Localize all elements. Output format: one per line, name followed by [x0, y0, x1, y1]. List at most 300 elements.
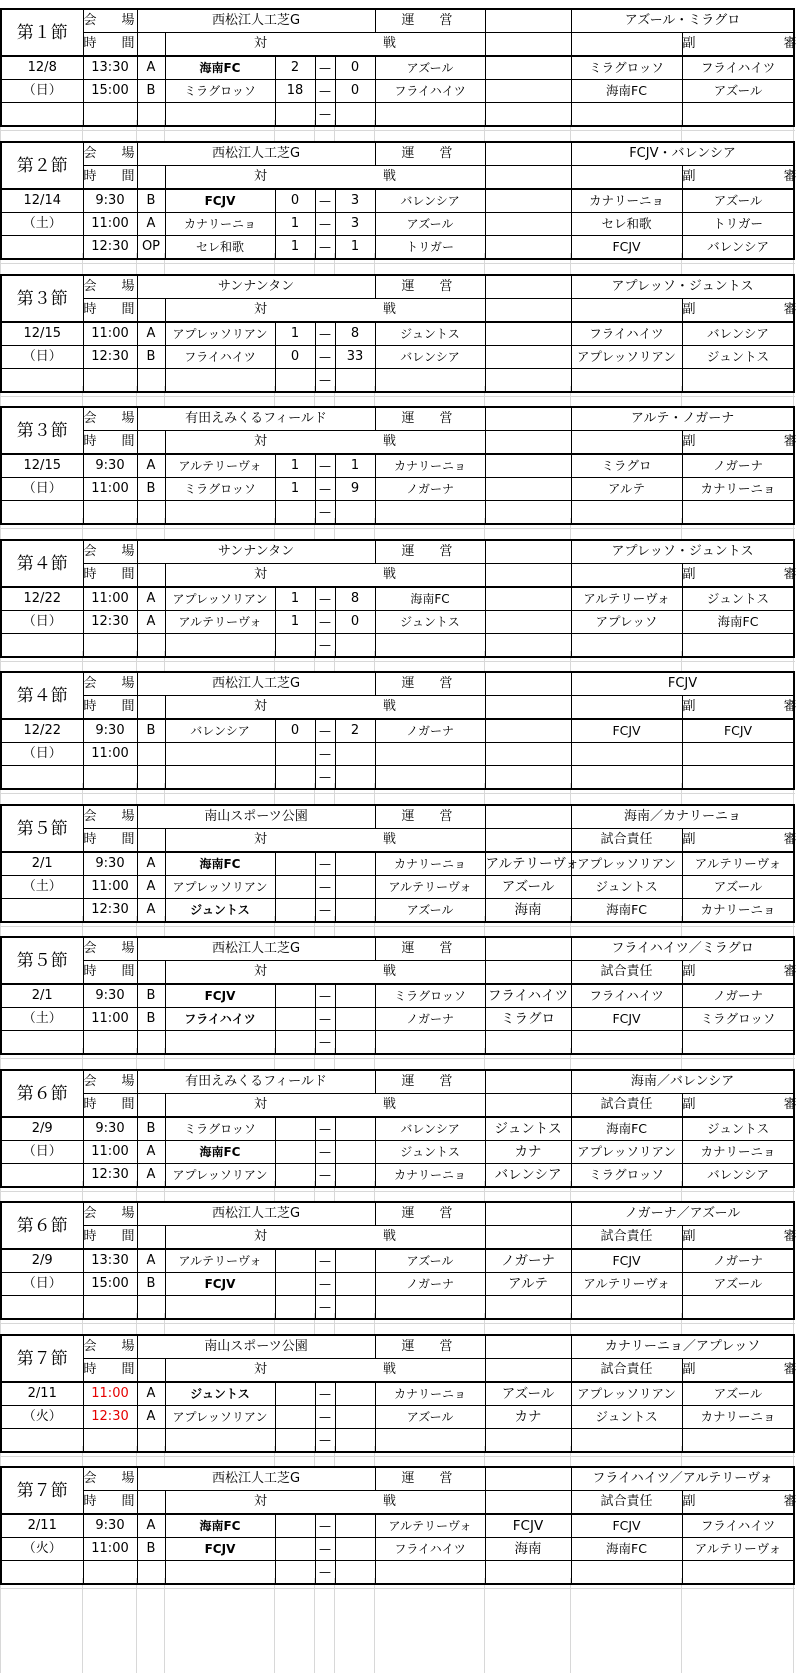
versus-label: [165, 166, 485, 190]
kickoff-time: 9:30: [83, 1117, 137, 1141]
match-day: （日）: [1, 478, 83, 501]
ref-char-2: 審: [783, 1229, 797, 1244]
time-label: 時 間: [83, 829, 137, 853]
blank-cell: [275, 369, 315, 393]
blank-cell: [485, 540, 571, 564]
blank-cell: [137, 369, 165, 393]
referee-1: FCJV: [571, 719, 682, 743]
round-block: [0, 1466, 795, 1585]
game-row: [1, 1382, 794, 1406]
referee-1: ミラグロッソ: [571, 1164, 682, 1188]
responsible-label: 試合責任: [571, 1491, 682, 1515]
blank-cell: [137, 1031, 165, 1055]
game-row: [1, 213, 794, 236]
away-team: アズール: [375, 1249, 485, 1273]
round-block: [0, 8, 795, 127]
responsible-team: 海南: [485, 899, 571, 923]
host-teams: 海南／バレンシア: [571, 1070, 794, 1094]
match-day: （土）: [1, 1008, 83, 1031]
blank-cell: [375, 501, 485, 525]
blank-cell: [1, 501, 83, 525]
referee-label: [682, 1491, 797, 1515]
kickoff-time: 11:00: [83, 213, 137, 236]
round-label: 第３節: [1, 407, 83, 454]
game-row: [1, 1273, 794, 1296]
host-label: 運 営: [375, 540, 485, 564]
round-block: [0, 804, 795, 923]
host-label: 運 営: [375, 937, 485, 961]
kickoff-time: 11:00: [83, 478, 137, 501]
host-label: 運 営: [375, 407, 485, 431]
home-team: セレ和歌: [165, 236, 275, 260]
venue-name: 有田えみくるフィールド: [137, 1070, 375, 1094]
away-score: [335, 876, 375, 899]
blank-cell: [682, 766, 794, 790]
kickoff-time: 9:30: [83, 1514, 137, 1538]
kickoff-time: 11:00: [83, 587, 137, 611]
round-table: [0, 1201, 795, 1320]
venue-name: 西松江人工芝G: [137, 1467, 375, 1491]
score-dash: —: [315, 719, 335, 743]
blank-cell: [83, 634, 137, 658]
blank-cell: [571, 501, 682, 525]
responsible-team: [485, 719, 571, 743]
division: A: [137, 587, 165, 611]
ref-char-2: 審: [783, 832, 797, 847]
referee-2: カナリーニョ: [682, 478, 794, 501]
blank-cell: [137, 166, 165, 190]
time-label: 時 間: [83, 1226, 137, 1250]
match-day: （日）: [1, 1273, 83, 1296]
score-dash: —: [315, 80, 335, 103]
home-team: ミラグロッソ: [165, 1117, 275, 1141]
blank-cell: [275, 103, 315, 127]
score-dash: —: [315, 1008, 335, 1031]
referee-label: [682, 166, 797, 190]
blank-cell: [137, 1094, 165, 1118]
home-score: 1: [275, 587, 315, 611]
blank-cell: [375, 634, 485, 658]
game-row: [1, 346, 794, 369]
referee-label: [682, 829, 797, 853]
referee-label: [682, 961, 797, 985]
away-score: [335, 1117, 375, 1141]
score-dash: —: [315, 1382, 335, 1406]
responsible-team: [485, 56, 571, 80]
blank-cell: [485, 1359, 571, 1383]
venue-label: 会 場: [83, 1202, 137, 1226]
responsible-label: 試合責任: [571, 1359, 682, 1383]
game-row: [1, 56, 794, 80]
away-score: 0: [335, 80, 375, 103]
venue-name: 西松江人工芝G: [137, 1202, 375, 1226]
referee-2: アズール: [682, 80, 794, 103]
venue-name: サンナンタン: [137, 540, 375, 564]
blank-cell: [571, 431, 682, 455]
ref-char: 副: [682, 302, 696, 317]
home-team: 海南FC: [165, 1514, 275, 1538]
round-table: [0, 406, 795, 525]
home-team: フライハイツ: [165, 1008, 275, 1031]
blank-cell: [485, 1226, 571, 1250]
division: A: [137, 1382, 165, 1406]
responsible-team: 海南: [485, 1538, 571, 1561]
ref-char: 副: [682, 36, 696, 51]
time-label: 時 間: [83, 33, 137, 57]
home-score: 1: [275, 611, 315, 634]
game-row: [1, 1164, 794, 1188]
score-dash: —: [315, 189, 335, 213]
referee-2: バレンシア: [682, 322, 794, 346]
blank-cell: [571, 696, 682, 720]
vs-char: 対: [254, 434, 268, 449]
venue-label: 会 場: [83, 1467, 137, 1491]
score-dash: —: [315, 478, 335, 501]
match-date: 12/22: [1, 719, 83, 743]
game-row: [1, 852, 794, 876]
blank-cell: [485, 564, 571, 588]
division: A: [137, 454, 165, 478]
blank-cell: [165, 501, 275, 525]
kickoff-time: 11:00: [83, 322, 137, 346]
blank-cell: [1, 634, 83, 658]
vs-char: 対: [253, 169, 267, 184]
blank-cell: [375, 1561, 485, 1585]
ref-char-2: 審: [783, 36, 797, 51]
home-score: 1: [275, 454, 315, 478]
venue-label: 会 場: [83, 540, 137, 564]
referee-2: カナリーニョ: [682, 899, 794, 923]
referee-1: アルテリーヴォ: [571, 587, 682, 611]
blank-cell: [485, 9, 571, 33]
versus-label: [165, 1491, 485, 1515]
responsible-team: ノガーナ: [485, 1249, 571, 1273]
kickoff-time: 12:30: [83, 236, 137, 260]
referee-1: フライハイツ: [571, 322, 682, 346]
referee-2: アルテリーヴォ: [682, 852, 794, 876]
versus-label: [165, 564, 485, 588]
venue-name: 有田えみくるフィールド: [137, 407, 375, 431]
score-dash: —: [315, 984, 335, 1008]
match-date: 12/14: [1, 189, 83, 213]
referee-2: トリガー: [682, 213, 794, 236]
ref-char-2: 審: [783, 699, 797, 714]
responsible-team: バレンシア: [485, 1164, 571, 1188]
blank-cell: [165, 1296, 275, 1320]
score-dash: —: [315, 369, 335, 393]
responsible-team: フライハイツ: [485, 984, 571, 1008]
blank-cell: [485, 1491, 571, 1515]
match-char: 戦: [383, 1229, 397, 1244]
away-team: バレンシア: [375, 189, 485, 213]
score-dash: —: [315, 1538, 335, 1561]
away-score: [335, 1249, 375, 1273]
match-char: 戦: [383, 302, 397, 317]
division: B: [137, 1273, 165, 1296]
vs-char: 対: [254, 1362, 268, 1377]
blank-cell: [485, 275, 571, 299]
away-team: アルテリーヴォ: [375, 1514, 485, 1538]
away-score: [335, 899, 375, 923]
blank-cell: [137, 501, 165, 525]
away-score: 0: [335, 56, 375, 80]
blank-cell: [83, 369, 137, 393]
responsible-label: 試合責任: [571, 829, 682, 853]
blank-cell: [1, 236, 83, 260]
venue-name: 西松江人工芝G: [137, 937, 375, 961]
score-dash: —: [315, 56, 335, 80]
venue-name: 南山スポーツ公園: [137, 805, 375, 829]
responsible-team: [485, 587, 571, 611]
score-dash: —: [315, 1561, 335, 1585]
blank-cell: [137, 1491, 165, 1515]
away-score: 9: [335, 478, 375, 501]
score-dash: —: [315, 876, 335, 899]
kickoff-time: 12:30: [83, 346, 137, 369]
blank-cell: [275, 1296, 315, 1320]
game-row: [1, 1514, 794, 1538]
kickoff-time: 12:30: [83, 1406, 137, 1429]
blank-cell: [571, 1296, 682, 1320]
away-team: カナリーニョ: [375, 1382, 485, 1406]
division: A: [137, 1141, 165, 1164]
kickoff-time: 9:30: [83, 852, 137, 876]
referee-2: カナリーニョ: [682, 1406, 794, 1429]
game-row: [1, 454, 794, 478]
ref-char: 副: [682, 1362, 696, 1377]
away-score: [335, 1382, 375, 1406]
score-dash: —: [315, 213, 335, 236]
blank-cell: [485, 103, 571, 127]
blank-cell: [1, 1031, 83, 1055]
blank-cell: [485, 937, 571, 961]
match-char: 戦: [383, 434, 397, 449]
home-team: ミラグロッソ: [165, 478, 275, 501]
referee-1: アプレッソ: [571, 611, 682, 634]
division: B: [137, 189, 165, 213]
home-score: [275, 1117, 315, 1141]
away-team: カナリーニョ: [375, 1164, 485, 1188]
blank-cell: [375, 103, 485, 127]
venue-label: 会 場: [83, 142, 137, 166]
responsible-team: FCJV: [485, 1514, 571, 1538]
blank-cell: [1, 1164, 83, 1188]
responsible-team: [485, 236, 571, 260]
away-score: [335, 852, 375, 876]
responsible-team: カナ: [485, 1141, 571, 1164]
blank-cell: [485, 1429, 571, 1453]
round-label: 第１節: [1, 9, 83, 56]
referee-2: ノガーナ: [682, 1249, 794, 1273]
vs-char: 対: [253, 1494, 267, 1509]
kickoff-time: 9:30: [83, 189, 137, 213]
blank-cell: [485, 369, 571, 393]
blank-cell: [83, 1296, 137, 1320]
blank-cell: [137, 766, 165, 790]
game-row: [1, 322, 794, 346]
blank-cell: [137, 299, 165, 323]
game-row: [1, 984, 794, 1008]
time-label: 時 間: [83, 696, 137, 720]
kickoff-time: 11:00: [83, 876, 137, 899]
home-score: 18: [275, 80, 315, 103]
round-label: 第３節: [1, 275, 83, 322]
round-block: [0, 539, 795, 658]
away-team: ジュントス: [375, 1141, 485, 1164]
referee-1: FCJV: [571, 1008, 682, 1031]
kickoff-time: 13:30: [83, 56, 137, 80]
host-teams: FCJV・バレンシア: [571, 142, 794, 166]
home-score: 1: [275, 478, 315, 501]
host-teams: FCJV: [571, 672, 794, 696]
game-row: [1, 1561, 794, 1585]
venue-name: サンナンタン: [137, 275, 375, 299]
blank-cell: [165, 369, 275, 393]
blank-cell: [571, 1561, 682, 1585]
game-row: [1, 743, 794, 766]
round-block: [0, 406, 795, 525]
responsible-team: [485, 80, 571, 103]
blank-cell: [83, 501, 137, 525]
blank-cell: [485, 501, 571, 525]
home-team: バレンシア: [165, 719, 275, 743]
round-label: 第７節: [1, 1335, 83, 1382]
responsible-team: アルテ: [485, 1273, 571, 1296]
blank-cell: [682, 103, 794, 127]
game-row: [1, 1031, 794, 1055]
home-team: FCJV: [165, 1273, 275, 1296]
blank-cell: [165, 766, 275, 790]
game-row: [1, 1296, 794, 1320]
away-team: ジュントス: [375, 322, 485, 346]
venue-label: 会 場: [83, 1070, 137, 1094]
time-label: 時 間: [83, 299, 137, 323]
blank-cell: [275, 634, 315, 658]
blank-cell: [83, 103, 137, 127]
match-char: 戦: [383, 1362, 397, 1377]
venue-name: 西松江人工芝G: [137, 142, 375, 166]
kickoff-time: 12:30: [83, 899, 137, 923]
game-row: [1, 1249, 794, 1273]
division: B: [137, 1117, 165, 1141]
blank-cell: [137, 1359, 165, 1383]
kickoff-time: 11:00: [83, 1538, 137, 1561]
home-score: [275, 1008, 315, 1031]
ref-char-2: 審: [783, 1097, 797, 1112]
blank-cell: [137, 103, 165, 127]
blank-cell: [137, 1561, 165, 1585]
referee-2: アズール: [682, 189, 794, 213]
match-char: 戦: [383, 1494, 397, 1509]
division: B: [137, 346, 165, 369]
vs-char: 対: [253, 964, 267, 979]
ref-char-2: 審: [783, 434, 797, 449]
ref-char-2: 審: [783, 169, 797, 184]
referee-1: アプレッソリアン: [571, 852, 682, 876]
home-team: アプレッソリアン: [165, 322, 275, 346]
score-dash: —: [315, 1273, 335, 1296]
ref-char-2: 審: [783, 1362, 797, 1377]
blank-cell: [682, 634, 794, 658]
venue-name: 西松江人工芝G: [137, 672, 375, 696]
score-dash: —: [315, 852, 335, 876]
home-score: [275, 1406, 315, 1429]
score-dash: —: [315, 1031, 335, 1055]
blank-cell: [165, 1031, 275, 1055]
referee-2: ジュントス: [682, 1117, 794, 1141]
referee-2: アルテリーヴォ: [682, 1538, 794, 1561]
referee-1: アプレッソリアン: [571, 346, 682, 369]
blank-cell: [275, 1031, 315, 1055]
score-dash: —: [315, 743, 335, 766]
score-dash: —: [315, 1296, 335, 1320]
round-label: 第５節: [1, 805, 83, 852]
blank-cell: [335, 501, 375, 525]
home-score: [275, 876, 315, 899]
vs-char: 対: [253, 567, 267, 582]
match-char: 戦: [383, 36, 397, 51]
round-block: [0, 936, 795, 1055]
versus-label: [165, 1094, 485, 1118]
game-row: [1, 1429, 794, 1453]
blank-cell: [375, 1296, 485, 1320]
ref-char: 副: [682, 699, 696, 714]
blank-cell: [571, 166, 682, 190]
host-label: 運 営: [375, 805, 485, 829]
division: B: [137, 984, 165, 1008]
match-char: 戦: [383, 832, 397, 847]
responsible-team: カナ: [485, 1406, 571, 1429]
blank-cell: [485, 672, 571, 696]
blank-cell: [335, 103, 375, 127]
blank-cell: [485, 1202, 571, 1226]
away-score: [335, 1164, 375, 1188]
game-row: [1, 1117, 794, 1141]
game-row: [1, 1008, 794, 1031]
away-score: 0: [335, 611, 375, 634]
round-table: [0, 141, 795, 260]
venue-label: 会 場: [83, 672, 137, 696]
venue-label: 会 場: [83, 1335, 137, 1359]
kickoff-time: 9:30: [83, 719, 137, 743]
game-row: [1, 611, 794, 634]
blank-cell: [571, 1031, 682, 1055]
kickoff-time: 11:00: [83, 1382, 137, 1406]
blank-cell: [485, 1467, 571, 1491]
round-block: [0, 141, 795, 260]
vs-char: 対: [254, 832, 268, 847]
match-date: 2/1: [1, 984, 83, 1008]
match-day: （日）: [1, 80, 83, 103]
kickoff-time: 12:30: [83, 1164, 137, 1188]
host-teams: アプレッソ・ジュントス: [571, 275, 794, 299]
division: A: [137, 1249, 165, 1273]
host-teams: 海南／カナリーニョ: [571, 805, 794, 829]
vs-char: 対: [254, 1097, 268, 1112]
versus-label: [165, 431, 485, 455]
game-row: [1, 189, 794, 213]
ref-char: 副: [682, 1494, 696, 1509]
referee-1: アプレッソリアン: [571, 1382, 682, 1406]
responsible-team: [485, 611, 571, 634]
home-score: [275, 984, 315, 1008]
kickoff-time: 13:30: [83, 1249, 137, 1273]
blank-cell: [335, 1031, 375, 1055]
away-team: フライハイツ: [375, 80, 485, 103]
host-teams: カナリーニョ／アプレッソ: [571, 1335, 794, 1359]
responsible-team: [485, 346, 571, 369]
home-team: ジュントス: [165, 899, 275, 923]
